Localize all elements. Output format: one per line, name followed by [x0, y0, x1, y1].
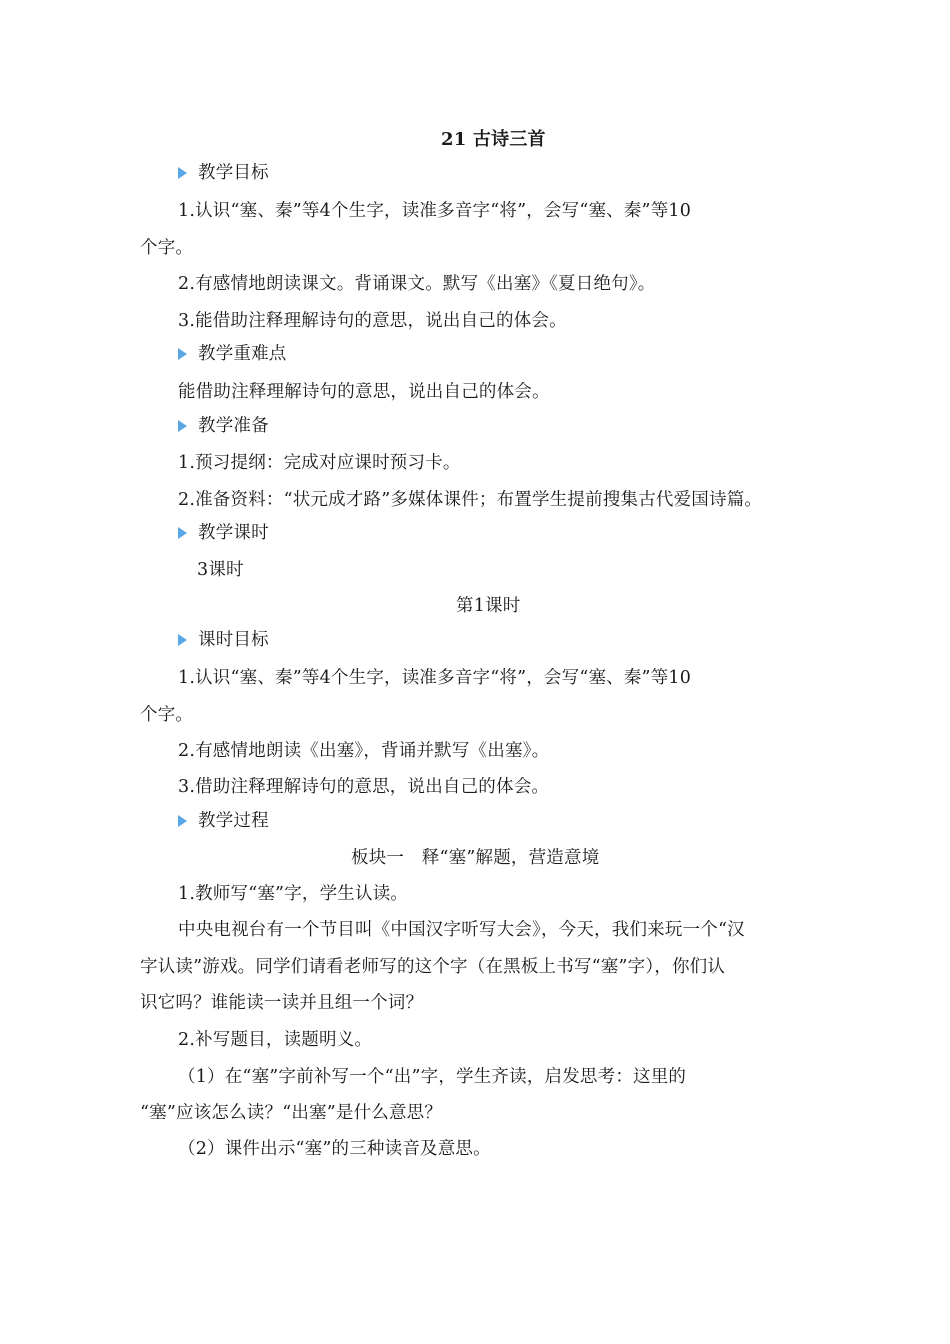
triangle-bullet-icon [178, 634, 187, 646]
lesson-goal-1-line-2: 个字。 [140, 705, 194, 725]
sub-step-2: （2）课件出示“塞”的三种读音及意思。 [178, 1139, 491, 1159]
section-heading-goals: 教学目标 [198, 163, 269, 183]
triangle-bullet-icon [178, 815, 187, 827]
lesson-goal-3: 3.借助注释理解诗句的意思，说出自己的体会。 [178, 777, 550, 797]
sub-step-1-line-1: （1）在“塞”字前补写一个“出”字，学生齐读，启发思考：这里的 [178, 1067, 687, 1087]
triangle-bullet-icon [178, 420, 187, 432]
prep-2: 2.准备资料：“状元成才路”多媒体课件；布置学生提前搜集古代爱国诗篇。 [178, 490, 763, 510]
sub-step-1-line-2: “塞”应该怎么读？“出塞”是什么意思？ [140, 1103, 443, 1123]
section-heading-hours: 教学课时 [198, 523, 269, 543]
step-1: 1.教师写“塞”字，学生认读。 [178, 884, 409, 904]
triangle-bullet-icon [178, 348, 187, 360]
goal-2: 2.有感情地朗读课文。背诵课文。默写《出塞》《夏日绝句》。 [178, 274, 656, 294]
section-heading-process: 教学过程 [198, 811, 269, 831]
paragraph-1-line-3: 识它吗？谁能读一读并且组一个词？ [140, 993, 424, 1013]
goal-1-line-1: 1.认识“塞、秦”等4个生字，读准多音字“将”，会写“塞、秦”等10 [178, 201, 692, 221]
lesson-goal-2: 2.有感情地朗读《出塞》，背诵并默写《出塞》。 [178, 741, 550, 761]
goal-3: 3.能借助注释理解诗句的意思，说出自己的体会。 [178, 311, 567, 331]
section-heading-prep: 教学准备 [198, 416, 269, 436]
triangle-bullet-icon [178, 527, 187, 539]
goal-1-line-2: 个字。 [140, 238, 194, 258]
block-heading: 板块一 释“塞”解题，营造意境 [351, 848, 600, 868]
prep-1: 1.预习提纲：完成对应课时预习卡。 [178, 453, 461, 473]
paragraph-1-line-2: 字认读”游戏。同学们请看老师写的这个字（在黑板上书写“塞”字），你们认 [140, 957, 726, 977]
lesson-heading: 第1课时 [456, 596, 521, 616]
page-title: 21 古诗三首 [441, 129, 546, 150]
paragraph-1-line-1: 中央电视台有一个节目叫《中国汉字听写大会》，今天，我们来玩一个“汉 [178, 920, 745, 940]
section-heading-lesson-goals: 课时目标 [198, 630, 269, 650]
section-heading-difficulty: 教学重难点 [198, 344, 287, 364]
lesson-goal-1-line-1: 1.认识“塞、秦”等4个生字，读准多音字“将”，会写“塞、秦”等10 [178, 668, 692, 688]
difficulty-text: 能借助注释理解诗句的意思，说出自己的体会。 [178, 382, 550, 402]
hours-text: 3课时 [197, 560, 244, 580]
step-2: 2.补写题目，读题明义。 [178, 1030, 373, 1050]
triangle-bullet-icon [178, 167, 187, 179]
